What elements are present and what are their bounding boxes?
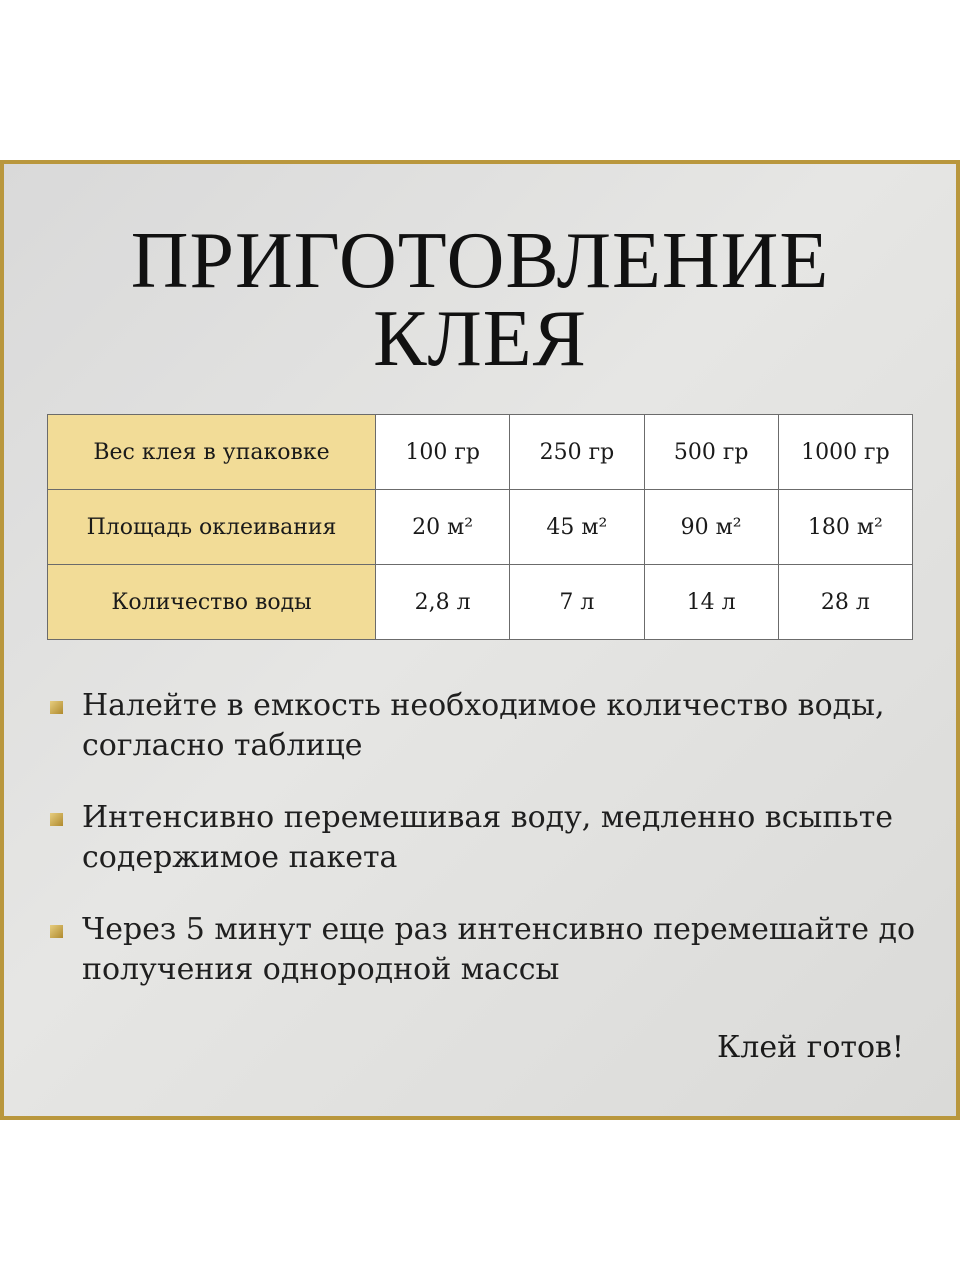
- row-header: Количество воды: [48, 565, 376, 640]
- gold-square-bullet-icon: [50, 925, 63, 938]
- table-cell: 7 л: [510, 565, 644, 640]
- title-line-1: ПРИГОТОВЛЕНИЕ: [130, 217, 830, 305]
- row-header: Площадь оклеивания: [48, 490, 376, 565]
- step-text: Налейте в емкость необходимое количество воды, согласно таблице: [82, 688, 885, 763]
- table-row: [48, 490, 913, 565]
- table-cell: 45 м²: [510, 490, 644, 565]
- page-title: [4, 217, 956, 383]
- table-row: [48, 415, 913, 490]
- table-cell: 28 л: [778, 565, 912, 640]
- glue-instructions-card: [0, 160, 960, 1120]
- table-cell: 2,8 л: [376, 565, 510, 640]
- list-item: [50, 686, 930, 766]
- table-cell: 20 м²: [376, 490, 510, 565]
- step-text: Через 5 минут еще раз интенсивно перемешайте до получения однородной массы: [82, 912, 916, 987]
- step-text: Интенсивно перемешивая воду, медленно всыпьте содержимое пакета: [82, 800, 894, 875]
- steps-list: [50, 686, 930, 1022]
- proportions-table: [47, 414, 913, 640]
- table-cell: 1000 гр: [778, 415, 912, 490]
- gold-square-bullet-icon: [50, 701, 63, 714]
- table-cell: 90 м²: [644, 490, 778, 565]
- row-header: Вес клея в упаковке: [48, 415, 376, 490]
- table-cell: 14 л: [644, 565, 778, 640]
- table-cell: 180 м²: [778, 490, 912, 565]
- table-cell: 100 гр: [376, 415, 510, 490]
- list-item: [50, 798, 930, 878]
- gold-square-bullet-icon: [50, 813, 63, 826]
- title-line-2: КЛЕЯ: [373, 295, 587, 383]
- table-cell: 250 гр: [510, 415, 644, 490]
- table-row: [48, 565, 913, 640]
- footer-note: Клей готов!: [717, 1030, 904, 1065]
- list-item: [50, 910, 930, 990]
- table-cell: 500 гр: [644, 415, 778, 490]
